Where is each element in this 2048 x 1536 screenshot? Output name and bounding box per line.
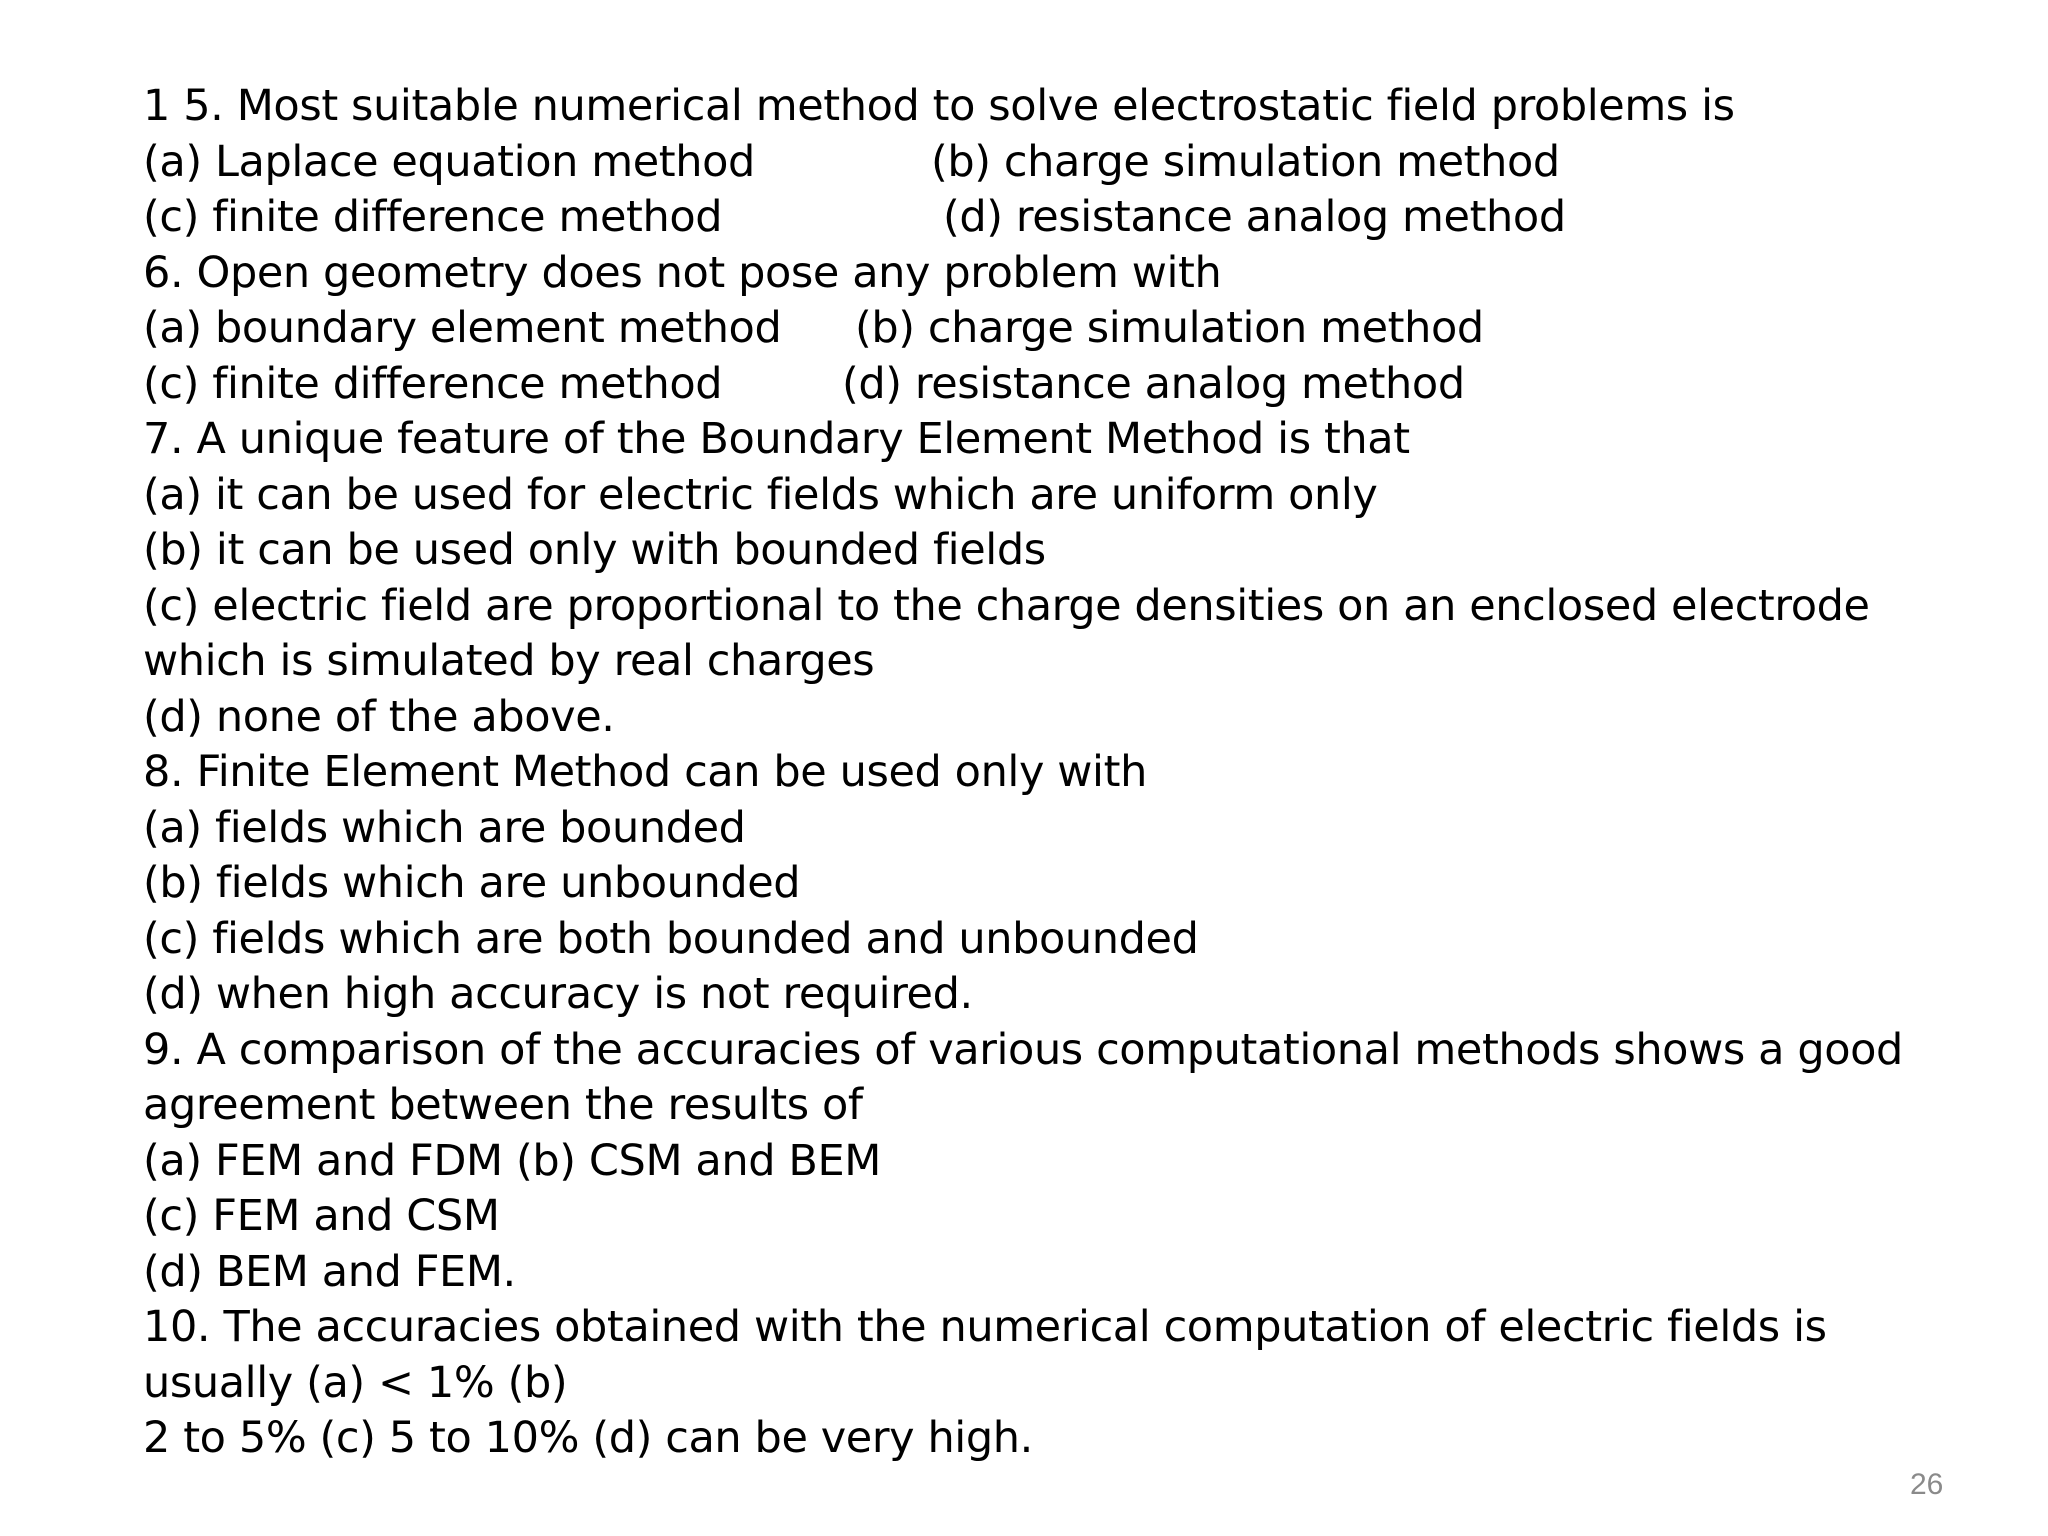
question-6-options-ab [143,301,1963,357]
text-line: 7. A unique feature of the Boundary Element Method is that [143,414,1410,464]
text-line: 10. The accuracies obtained with the numerical computation of electric fields is [143,1302,1827,1352]
option-d: (d) resistance analog method [943,192,1566,242]
question-9-stem [143,1023,1963,1079]
page-number: 26 [1910,1468,1944,1501]
text-line: usually (a) < 1% (b) [143,1357,568,1408]
question-5-options-ab [143,135,1963,191]
text-line: 9. A comparison of the accuracies of various computational methods shows a good [143,1024,1903,1075]
question-5-options-cd [143,190,1963,246]
option-c: (c) FEM and CSM [143,1191,500,1241]
question-8-stem [143,745,1963,801]
question-7-stem [143,412,1963,468]
text-line: 2 to 5% (c) 5 to 10% (d) can be very high. [143,1413,1033,1463]
option-b: (b) it can be used only with bounded fields [143,525,1046,575]
question-6-options-cd [143,357,1963,413]
text-line: agreement between the results of [143,1080,863,1130]
option-c: (c) finite difference method [143,358,723,409]
text-line: which is simulated by real charges [143,636,875,686]
question-7-option-c-cont [143,634,1963,690]
option-a: (a) boundary element method [143,303,782,353]
question-9-option-c [143,1189,1963,1245]
question-9-stem-cont [143,1078,1963,1134]
question-7-option-a [143,468,1963,524]
text-line: 8. Finite Element Method can be used only with [143,747,1147,797]
question-7-option-d [143,690,1963,746]
option-b: (b) charge simulation method [931,136,1560,187]
option-a: (a) fields which are bounded [143,802,746,853]
text-line: (a) FEM and FDM (b) CSM and BEM [143,1135,881,1186]
option-d: (d) resistance analog method [842,358,1465,409]
option-c: (c) electric field are proportional to the charge densities on an enclosed electrode [143,580,1870,631]
question-8-option-b [143,856,1963,912]
question-7-option-c [143,579,1963,635]
question-8-option-d [143,967,1963,1023]
question-6-stem [143,246,1963,302]
question-9-option-d [143,1245,1963,1301]
option-d: (d) when high accuracy is not required. [143,969,973,1019]
option-d: (d) BEM and FEM. [143,1246,516,1297]
question-10-stem-cont [143,1356,1963,1412]
question-10-stem [143,1300,1963,1356]
option-c: (c) finite difference method [143,192,723,242]
question-5-stem [143,79,1963,135]
question-8-option-c [143,912,1963,968]
question-9-options-ab [143,1134,1963,1190]
question-8-option-a [143,801,1963,857]
option-a: (a) it can be used for electric fields which are uniform only [143,469,1378,520]
question-7-option-b [143,523,1963,579]
option-b: (b) fields which are unbounded [143,858,801,908]
text-line: 1 5. Most suitable numerical method to solve electrostatic field problems is [143,81,1735,131]
option-d: (d) none of the above. [143,691,615,742]
question-10-options [143,1411,1963,1467]
option-c: (c) fields which are both bounded and unbounded [143,913,1199,964]
option-a: (a) Laplace equation method [143,136,755,187]
option-b: (b) charge simulation method [855,303,1484,353]
text-line: 6. Open geometry does not pose any problem with [143,247,1222,298]
question-text [143,79,1963,1467]
